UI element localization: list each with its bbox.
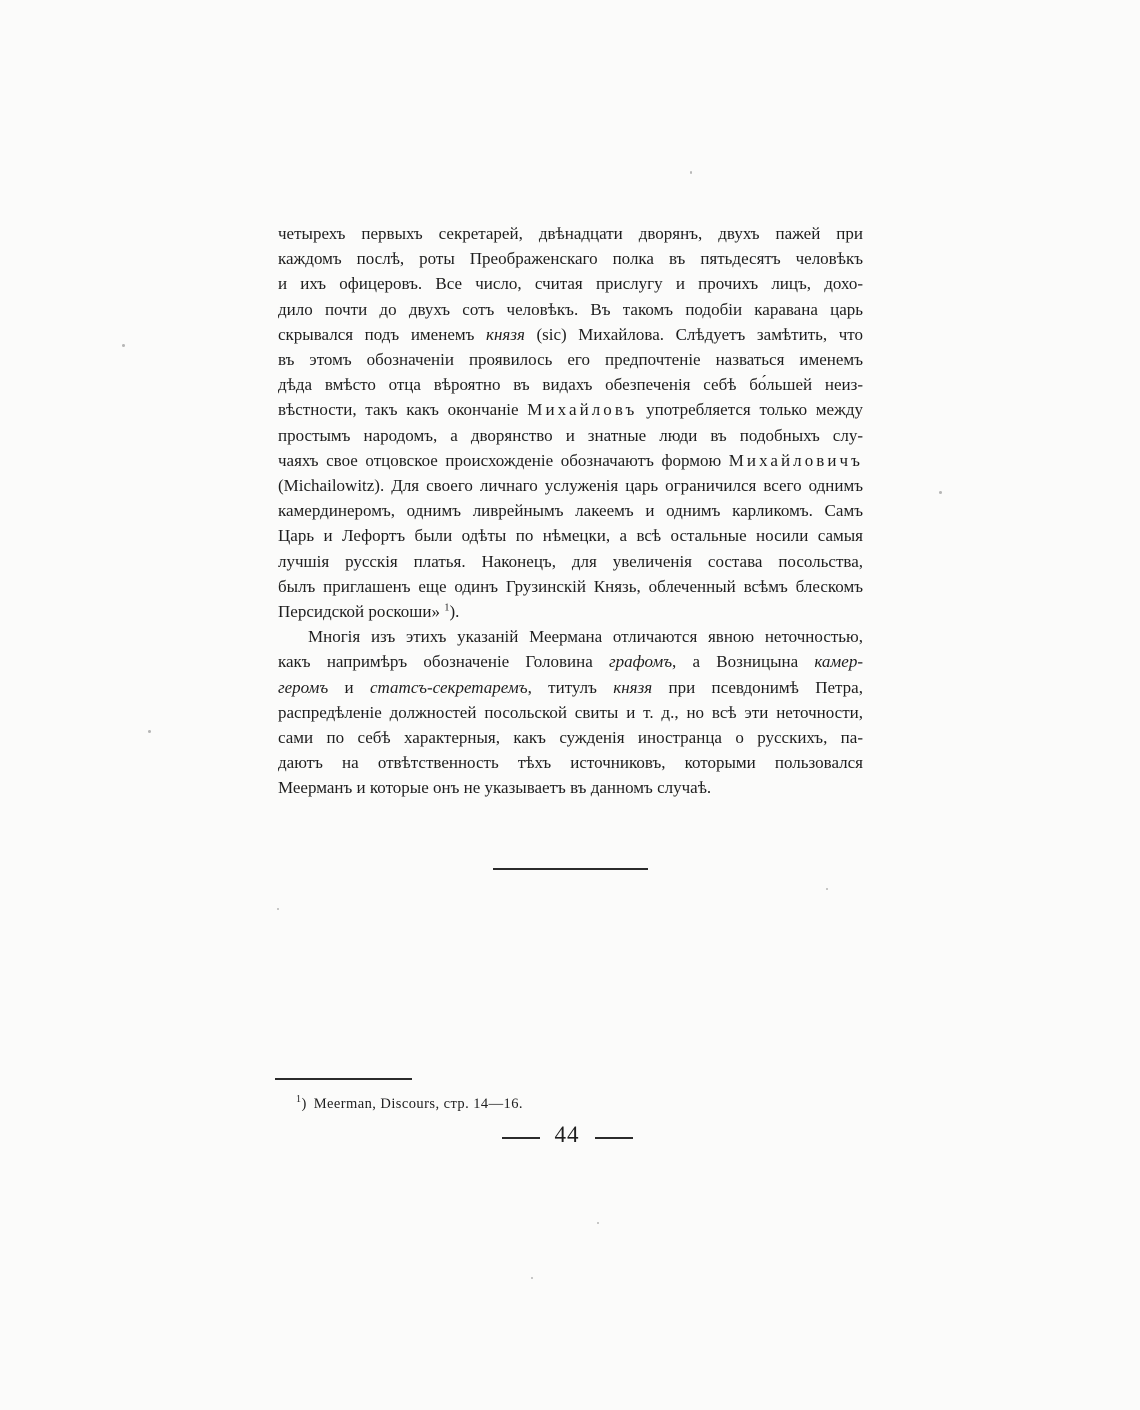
text-segment: ). xyxy=(449,602,460,622)
italic-segment: геромъ xyxy=(278,677,329,697)
italic-segment: князя xyxy=(486,324,525,344)
text-line xyxy=(278,599,863,624)
text-segment: и ихъ офицеровъ. Все число, считая прислугу и прочихъ лицъ, дохо- xyxy=(278,274,863,294)
section-separator-rule xyxy=(493,868,648,870)
text-line xyxy=(278,448,863,473)
text-segment: и xyxy=(328,677,371,697)
footnote-text: Meerman, Discours, стр. 14—16. xyxy=(313,1096,523,1112)
page-number-row xyxy=(0,1122,1134,1148)
superscript-marker: 1 xyxy=(444,602,450,614)
text-segment: четырехъ первыхъ секретарей, двѣнадцати дворянъ, двухъ пажей при xyxy=(278,224,863,243)
text-line xyxy=(278,397,863,422)
scan-speck xyxy=(531,1277,533,1279)
text-segment: дило почти до двухъ сотъ человѣкъ. Въ такомъ подобіи каравана царь xyxy=(278,299,863,319)
text-segment: (sic) Михайлова. Слѣдуетъ замѣтить, что xyxy=(524,324,863,344)
text-segment: при псевдонимѣ Петра, xyxy=(652,677,863,697)
scan-speck xyxy=(122,344,125,347)
footnote-rule xyxy=(275,1078,412,1080)
italic-segment: князя xyxy=(613,677,653,697)
text-segment: вѣстности, такъ какъ окончаніе xyxy=(278,400,528,420)
text-segment: Меерманъ и которые онъ не указываетъ въ данномъ случаѣ. xyxy=(278,778,712,798)
text-line xyxy=(278,498,863,523)
text-segment: распредѣленіе должностей посольской свиты и т. д., но всѣ эти неточности, xyxy=(278,702,863,722)
text-segment: употребляется только между xyxy=(637,400,863,420)
scan-speck xyxy=(277,908,279,910)
italic-segment: камер- xyxy=(814,652,863,672)
footnote-marker-paren: ) xyxy=(301,1096,307,1112)
text-segment: Многія изъ этихъ указаній Меермана отличаются явною неточностью, xyxy=(308,627,863,647)
text-line xyxy=(278,473,863,498)
text-segment: чаяхъ свое отцовское происхожденіе обозначаютъ формою xyxy=(278,450,729,470)
text-line xyxy=(278,523,863,548)
text-segment: сами по себѣ характерныя, какъ сужденія иностранца о русскихъ, па- xyxy=(278,728,863,748)
text-segment: въ этомъ обозначеніи проявилось его предпочтеніе назваться именемъ xyxy=(278,350,863,370)
text-line xyxy=(278,549,863,574)
scan-speck xyxy=(597,1222,599,1224)
scan-speck xyxy=(148,730,151,733)
text-line xyxy=(278,246,863,271)
text-line xyxy=(278,347,863,372)
text-line xyxy=(278,372,863,397)
text-segment: даютъ на отвѣтственность тѣхъ источниковъ, которыми пользовался xyxy=(278,753,863,773)
text-segment: былъ приглашенъ еще одинъ Грузинскій Князь, облеченный всѣмъ блескомъ xyxy=(278,576,863,596)
text-line xyxy=(278,725,863,750)
text-line xyxy=(278,775,863,800)
text-segment: камердинеромъ, однимъ ливрейнымъ лакеемъ и однимъ карликомъ. Самъ xyxy=(278,501,863,521)
text-line xyxy=(278,297,863,322)
scan-speck xyxy=(826,888,828,890)
text-line xyxy=(278,750,863,775)
letterspaced-segment: Михайловичъ xyxy=(728,450,863,470)
footnote xyxy=(296,1094,523,1114)
scan-speck xyxy=(939,491,942,494)
text-line xyxy=(278,700,863,725)
text-line xyxy=(278,423,863,448)
text-segment: , титулъ xyxy=(527,677,614,697)
italic-segment: статсъ-секретаремъ xyxy=(370,677,528,697)
text-segment: скрывался подъ именемъ xyxy=(278,324,487,344)
text-line xyxy=(278,675,863,700)
footnote-marker: 1 xyxy=(296,1094,302,1106)
page-number: 44 xyxy=(554,1122,580,1147)
text-line xyxy=(278,624,863,649)
text-segment: какъ напримѣръ обозначеніе Головина xyxy=(278,652,610,672)
page-number-dash-left xyxy=(502,1137,540,1139)
text-line xyxy=(278,271,863,296)
text-line xyxy=(278,574,863,599)
text-segment: простымъ народомъ, а дворянство и знатные люди въ подобныхъ слу- xyxy=(278,425,863,445)
scan-speck xyxy=(690,171,692,174)
text-segment: Персидской роскоши» xyxy=(278,602,445,622)
letterspaced-segment: Михайловъ xyxy=(527,400,638,420)
text-segment: лучшія русскія платья. Наконецъ, для увеличенія состава посольства, xyxy=(278,551,863,571)
text-segment: , а Возницына xyxy=(672,652,815,672)
text-segment: дѣда вмѣсто отца вѣроятно въ видахъ обезпеченія себѣ бо́льшей неиз- xyxy=(278,375,863,395)
text-block xyxy=(278,221,863,801)
text-segment: Царь и Лефортъ были одѣты по нѣмецки, а всѣ остальные носили самыя xyxy=(278,526,863,546)
text-line xyxy=(278,322,863,347)
text-line xyxy=(278,221,863,246)
text-line xyxy=(278,649,863,674)
text-segment: каждомъ послѣ, роты Преображенскаго полка въ пятьдесятъ человѣкъ xyxy=(278,249,863,269)
page-number-dash-right xyxy=(595,1137,633,1139)
text-segment: (Michailowitz). Для своего личнаго услуженія царь ограничился всего однимъ xyxy=(278,476,863,496)
italic-segment: графомъ xyxy=(609,652,673,672)
